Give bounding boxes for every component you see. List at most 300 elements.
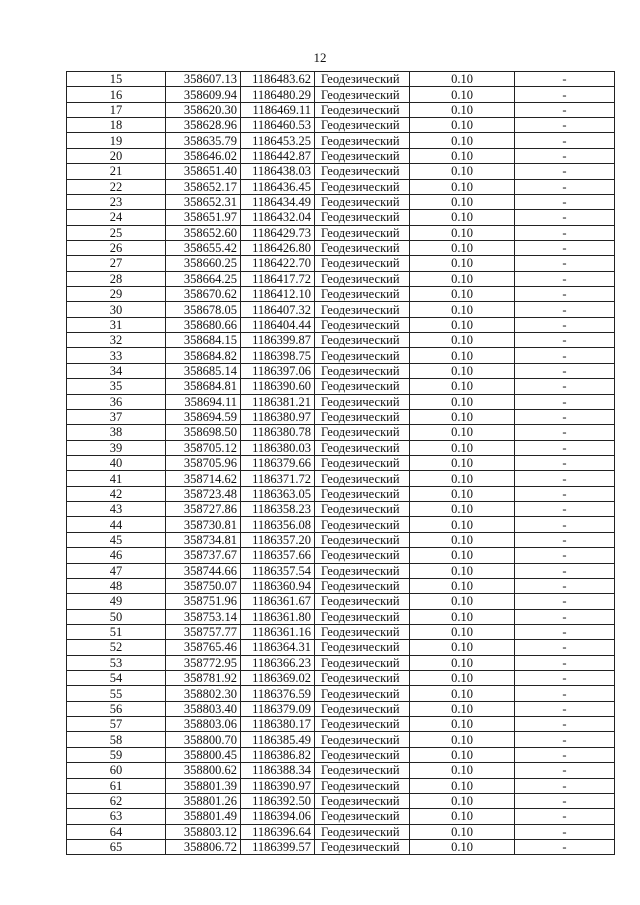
y-coordinate-cell: 1186483.62 — [241, 72, 315, 87]
accuracy-cell: 0.10 — [410, 594, 515, 609]
table-row — [67, 271, 615, 286]
x-coordinate-cell: 358781.92 — [166, 671, 241, 686]
y-coordinate-cell: 1186357.66 — [241, 548, 315, 563]
extra-cell: - — [515, 394, 615, 409]
extra-cell: - — [515, 240, 615, 255]
accuracy-cell: 0.10 — [410, 179, 515, 194]
extra-cell: - — [515, 271, 615, 286]
accuracy-cell: 0.10 — [410, 87, 515, 102]
table-row — [67, 102, 615, 117]
method-cell: Геодезический — [315, 824, 410, 839]
method-cell: Геодезический — [315, 655, 410, 670]
accuracy-cell: 0.10 — [410, 809, 515, 824]
accuracy-cell: 0.10 — [410, 732, 515, 747]
x-coordinate-cell: 358727.86 — [166, 502, 241, 517]
x-coordinate-cell: 358800.70 — [166, 732, 241, 747]
method-cell: Геодезический — [315, 686, 410, 701]
x-coordinate-cell: 358680.66 — [166, 317, 241, 332]
extra-cell: - — [515, 486, 615, 501]
y-coordinate-cell: 1186361.67 — [241, 594, 315, 609]
extra-cell: - — [515, 440, 615, 455]
point-number-cell: 19 — [67, 133, 166, 148]
accuracy-cell: 0.10 — [410, 333, 515, 348]
accuracy-cell: 0.10 — [410, 102, 515, 117]
y-coordinate-cell: 1186436.45 — [241, 179, 315, 194]
point-number-cell: 52 — [67, 640, 166, 655]
y-coordinate-cell: 1186390.60 — [241, 379, 315, 394]
x-coordinate-cell: 358684.15 — [166, 333, 241, 348]
extra-cell: - — [515, 317, 615, 332]
x-coordinate-cell: 358803.06 — [166, 717, 241, 732]
extra-cell: - — [515, 563, 615, 578]
y-coordinate-cell: 1186390.97 — [241, 778, 315, 793]
method-cell: Геодезический — [315, 640, 410, 655]
x-coordinate-cell: 358698.50 — [166, 425, 241, 440]
point-number-cell: 61 — [67, 778, 166, 793]
x-coordinate-cell: 358765.46 — [166, 640, 241, 655]
table-row — [67, 164, 615, 179]
accuracy-cell: 0.10 — [410, 363, 515, 378]
table-row — [67, 655, 615, 670]
point-number-cell: 22 — [67, 179, 166, 194]
accuracy-cell: 0.10 — [410, 425, 515, 440]
accuracy-cell: 0.10 — [410, 118, 515, 133]
extra-cell: - — [515, 594, 615, 609]
table-row — [67, 256, 615, 271]
point-number-cell: 35 — [67, 379, 166, 394]
y-coordinate-cell: 1186429.73 — [241, 225, 315, 240]
method-cell: Геодезический — [315, 517, 410, 532]
point-number-cell: 57 — [67, 717, 166, 732]
method-cell: Геодезический — [315, 440, 410, 455]
y-coordinate-cell: 1186388.34 — [241, 763, 315, 778]
extra-cell: - — [515, 148, 615, 163]
y-coordinate-cell: 1186356.08 — [241, 517, 315, 532]
accuracy-cell: 0.10 — [410, 271, 515, 286]
point-number-cell: 16 — [67, 87, 166, 102]
point-number-cell: 56 — [67, 701, 166, 716]
y-coordinate-cell: 1186469.11 — [241, 102, 315, 117]
extra-cell: - — [515, 809, 615, 824]
point-number-cell: 32 — [67, 333, 166, 348]
extra-cell: - — [515, 302, 615, 317]
x-coordinate-cell: 358801.39 — [166, 778, 241, 793]
accuracy-cell: 0.10 — [410, 578, 515, 593]
point-number-cell: 21 — [67, 164, 166, 179]
x-coordinate-cell: 358684.82 — [166, 348, 241, 363]
y-coordinate-cell: 1186361.80 — [241, 609, 315, 624]
table-row — [67, 793, 615, 808]
x-coordinate-cell: 358806.72 — [166, 839, 241, 854]
method-cell: Геодезический — [315, 87, 410, 102]
y-coordinate-cell: 1186385.49 — [241, 732, 315, 747]
accuracy-cell: 0.10 — [410, 440, 515, 455]
x-coordinate-cell: 358737.67 — [166, 548, 241, 563]
accuracy-cell: 0.10 — [410, 517, 515, 532]
point-number-cell: 59 — [67, 747, 166, 762]
table-row — [67, 701, 615, 716]
table-row — [67, 394, 615, 409]
accuracy-cell: 0.10 — [410, 133, 515, 148]
table-row — [67, 471, 615, 486]
method-cell: Геодезический — [315, 471, 410, 486]
accuracy-cell: 0.10 — [410, 317, 515, 332]
accuracy-cell: 0.10 — [410, 502, 515, 517]
extra-cell: - — [515, 164, 615, 179]
point-number-cell: 33 — [67, 348, 166, 363]
point-number-cell: 64 — [67, 824, 166, 839]
y-coordinate-cell: 1186366.23 — [241, 655, 315, 670]
point-number-cell: 42 — [67, 486, 166, 501]
method-cell: Геодезический — [315, 778, 410, 793]
table-row — [67, 133, 615, 148]
extra-cell: - — [515, 640, 615, 655]
y-coordinate-cell: 1186422.70 — [241, 256, 315, 271]
extra-cell: - — [515, 210, 615, 225]
method-cell: Геодезический — [315, 409, 410, 424]
y-coordinate-cell: 1186357.54 — [241, 563, 315, 578]
extra-cell: - — [515, 548, 615, 563]
method-cell: Геодезический — [315, 809, 410, 824]
table-row — [67, 809, 615, 824]
x-coordinate-cell: 358772.95 — [166, 655, 241, 670]
x-coordinate-cell: 358801.49 — [166, 809, 241, 824]
table-row — [67, 517, 615, 532]
extra-cell: - — [515, 225, 615, 240]
y-coordinate-cell: 1186371.72 — [241, 471, 315, 486]
method-cell: Геодезический — [315, 225, 410, 240]
y-coordinate-cell: 1186379.66 — [241, 455, 315, 470]
extra-cell: - — [515, 379, 615, 394]
method-cell: Геодезический — [315, 563, 410, 578]
x-coordinate-cell: 358801.26 — [166, 793, 241, 808]
table-row — [67, 778, 615, 793]
method-cell: Геодезический — [315, 732, 410, 747]
x-coordinate-cell: 358651.97 — [166, 210, 241, 225]
method-cell: Геодезический — [315, 102, 410, 117]
extra-cell: - — [515, 532, 615, 547]
method-cell: Геодезический — [315, 164, 410, 179]
extra-cell: - — [515, 609, 615, 624]
x-coordinate-cell: 358646.02 — [166, 148, 241, 163]
method-cell: Геодезический — [315, 333, 410, 348]
x-coordinate-cell: 358802.30 — [166, 686, 241, 701]
point-number-cell: 15 — [67, 72, 166, 87]
y-coordinate-cell: 1186360.94 — [241, 578, 315, 593]
y-coordinate-cell: 1186397.06 — [241, 363, 315, 378]
extra-cell: - — [515, 194, 615, 209]
x-coordinate-cell: 358664.25 — [166, 271, 241, 286]
extra-cell: - — [515, 655, 615, 670]
accuracy-cell: 0.10 — [410, 409, 515, 424]
extra-cell: - — [515, 363, 615, 378]
table-row — [67, 717, 615, 732]
x-coordinate-cell: 358670.62 — [166, 287, 241, 302]
method-cell: Геодезический — [315, 317, 410, 332]
point-number-cell: 44 — [67, 517, 166, 532]
coordinates-table — [66, 71, 615, 855]
table-row — [67, 548, 615, 563]
method-cell: Геодезический — [315, 348, 410, 363]
point-number-cell: 26 — [67, 240, 166, 255]
extra-cell: - — [515, 179, 615, 194]
point-number-cell: 43 — [67, 502, 166, 517]
point-number-cell: 62 — [67, 793, 166, 808]
accuracy-cell: 0.10 — [410, 240, 515, 255]
accuracy-cell: 0.10 — [410, 563, 515, 578]
y-coordinate-cell: 1186438.03 — [241, 164, 315, 179]
table-row — [67, 72, 615, 87]
method-cell: Геодезический — [315, 594, 410, 609]
extra-cell: - — [515, 425, 615, 440]
method-cell: Геодезический — [315, 379, 410, 394]
method-cell: Геодезический — [315, 609, 410, 624]
y-coordinate-cell: 1186460.53 — [241, 118, 315, 133]
table-row — [67, 624, 615, 639]
accuracy-cell: 0.10 — [410, 824, 515, 839]
coordinates-table-body — [67, 72, 615, 855]
accuracy-cell: 0.10 — [410, 548, 515, 563]
y-coordinate-cell: 1186432.04 — [241, 210, 315, 225]
table-row — [67, 210, 615, 225]
point-number-cell: 40 — [67, 455, 166, 470]
table-row — [67, 148, 615, 163]
x-coordinate-cell: 358607.13 — [166, 72, 241, 87]
x-coordinate-cell: 358694.11 — [166, 394, 241, 409]
accuracy-cell: 0.10 — [410, 624, 515, 639]
method-cell: Геодезический — [315, 72, 410, 87]
table-row — [67, 839, 615, 854]
x-coordinate-cell: 358730.81 — [166, 517, 241, 532]
point-number-cell: 54 — [67, 671, 166, 686]
method-cell: Геодезический — [315, 701, 410, 716]
x-coordinate-cell: 358678.05 — [166, 302, 241, 317]
accuracy-cell: 0.10 — [410, 671, 515, 686]
point-number-cell: 58 — [67, 732, 166, 747]
accuracy-cell: 0.10 — [410, 471, 515, 486]
method-cell: Геодезический — [315, 363, 410, 378]
point-number-cell: 63 — [67, 809, 166, 824]
accuracy-cell: 0.10 — [410, 148, 515, 163]
table-row — [67, 486, 615, 501]
accuracy-cell: 0.10 — [410, 225, 515, 240]
method-cell: Геодезический — [315, 271, 410, 286]
x-coordinate-cell: 358694.59 — [166, 409, 241, 424]
x-coordinate-cell: 358734.81 — [166, 532, 241, 547]
y-coordinate-cell: 1186417.72 — [241, 271, 315, 286]
point-number-cell: 49 — [67, 594, 166, 609]
y-coordinate-cell: 1186404.44 — [241, 317, 315, 332]
method-cell: Геодезический — [315, 455, 410, 470]
accuracy-cell: 0.10 — [410, 793, 515, 808]
y-coordinate-cell: 1186407.32 — [241, 302, 315, 317]
y-coordinate-cell: 1186426.80 — [241, 240, 315, 255]
x-coordinate-cell: 358753.14 — [166, 609, 241, 624]
table-row — [67, 563, 615, 578]
y-coordinate-cell: 1186361.16 — [241, 624, 315, 639]
y-coordinate-cell: 1186379.09 — [241, 701, 315, 716]
point-number-cell: 46 — [67, 548, 166, 563]
accuracy-cell: 0.10 — [410, 164, 515, 179]
extra-cell: - — [515, 102, 615, 117]
method-cell: Геодезический — [315, 256, 410, 271]
accuracy-cell: 0.10 — [410, 609, 515, 624]
y-coordinate-cell: 1186363.05 — [241, 486, 315, 501]
extra-cell: - — [515, 717, 615, 732]
x-coordinate-cell: 358803.12 — [166, 824, 241, 839]
table-row — [67, 409, 615, 424]
y-coordinate-cell: 1186434.49 — [241, 194, 315, 209]
x-coordinate-cell: 358609.94 — [166, 87, 241, 102]
extra-cell: - — [515, 409, 615, 424]
extra-cell: - — [515, 517, 615, 532]
x-coordinate-cell: 358705.96 — [166, 455, 241, 470]
accuracy-cell: 0.10 — [410, 655, 515, 670]
method-cell: Геодезический — [315, 179, 410, 194]
point-number-cell: 27 — [67, 256, 166, 271]
extra-cell: - — [515, 747, 615, 762]
method-cell: Геодезический — [315, 624, 410, 639]
method-cell: Геодезический — [315, 717, 410, 732]
table-row — [67, 502, 615, 517]
table-row — [67, 440, 615, 455]
extra-cell: - — [515, 701, 615, 716]
accuracy-cell: 0.10 — [410, 455, 515, 470]
method-cell: Геодезический — [315, 148, 410, 163]
table-row — [67, 287, 615, 302]
point-number-cell: 60 — [67, 763, 166, 778]
y-coordinate-cell: 1186453.25 — [241, 133, 315, 148]
accuracy-cell: 0.10 — [410, 72, 515, 87]
y-coordinate-cell: 1186380.78 — [241, 425, 315, 440]
method-cell: Геодезический — [315, 425, 410, 440]
point-number-cell: 18 — [67, 118, 166, 133]
point-number-cell: 17 — [67, 102, 166, 117]
point-number-cell: 28 — [67, 271, 166, 286]
point-number-cell: 24 — [67, 210, 166, 225]
accuracy-cell: 0.10 — [410, 701, 515, 716]
extra-cell: - — [515, 87, 615, 102]
point-number-cell: 65 — [67, 839, 166, 854]
point-number-cell: 47 — [67, 563, 166, 578]
table-row — [67, 87, 615, 102]
method-cell: Геодезический — [315, 532, 410, 547]
table-row — [67, 747, 615, 762]
accuracy-cell: 0.10 — [410, 394, 515, 409]
x-coordinate-cell: 358705.12 — [166, 440, 241, 455]
y-coordinate-cell: 1186392.50 — [241, 793, 315, 808]
method-cell: Геодезический — [315, 210, 410, 225]
extra-cell: - — [515, 763, 615, 778]
extra-cell: - — [515, 455, 615, 470]
x-coordinate-cell: 358751.96 — [166, 594, 241, 609]
table-row — [67, 379, 615, 394]
accuracy-cell: 0.10 — [410, 839, 515, 854]
extra-cell: - — [515, 778, 615, 793]
x-coordinate-cell: 358803.40 — [166, 701, 241, 716]
y-coordinate-cell: 1186376.59 — [241, 686, 315, 701]
x-coordinate-cell: 358685.14 — [166, 363, 241, 378]
y-coordinate-cell: 1186380.17 — [241, 717, 315, 732]
extra-cell: - — [515, 824, 615, 839]
accuracy-cell: 0.10 — [410, 379, 515, 394]
x-coordinate-cell: 358652.17 — [166, 179, 241, 194]
extra-cell: - — [515, 793, 615, 808]
point-number-cell: 36 — [67, 394, 166, 409]
method-cell: Геодезический — [315, 240, 410, 255]
method-cell: Геодезический — [315, 194, 410, 209]
x-coordinate-cell: 358757.77 — [166, 624, 241, 639]
y-coordinate-cell: 1186386.82 — [241, 747, 315, 762]
x-coordinate-cell: 358684.81 — [166, 379, 241, 394]
y-coordinate-cell: 1186442.87 — [241, 148, 315, 163]
point-number-cell: 31 — [67, 317, 166, 332]
method-cell: Геодезический — [315, 793, 410, 808]
x-coordinate-cell: 358660.25 — [166, 256, 241, 271]
accuracy-cell: 0.10 — [410, 348, 515, 363]
point-number-cell: 23 — [67, 194, 166, 209]
extra-cell: - — [515, 839, 615, 854]
method-cell: Геодезический — [315, 747, 410, 762]
extra-cell: - — [515, 287, 615, 302]
table-row — [67, 194, 615, 209]
y-coordinate-cell: 1186357.20 — [241, 532, 315, 547]
table-row — [67, 532, 615, 547]
point-number-cell: 38 — [67, 425, 166, 440]
extra-cell: - — [515, 502, 615, 517]
point-number-cell: 41 — [67, 471, 166, 486]
x-coordinate-cell: 358744.66 — [166, 563, 241, 578]
accuracy-cell: 0.10 — [410, 194, 515, 209]
method-cell: Геодезический — [315, 118, 410, 133]
accuracy-cell: 0.10 — [410, 717, 515, 732]
method-cell: Геодезический — [315, 133, 410, 148]
accuracy-cell: 0.10 — [410, 486, 515, 501]
x-coordinate-cell: 358655.42 — [166, 240, 241, 255]
x-coordinate-cell: 358628.96 — [166, 118, 241, 133]
x-coordinate-cell: 358620.30 — [166, 102, 241, 117]
table-row — [67, 732, 615, 747]
extra-cell: - — [515, 732, 615, 747]
method-cell: Геодезический — [315, 287, 410, 302]
y-coordinate-cell: 1186412.10 — [241, 287, 315, 302]
table-row — [67, 179, 615, 194]
page-number: 12 — [313, 50, 327, 65]
x-coordinate-cell: 358635.79 — [166, 133, 241, 148]
x-coordinate-cell: 358750.07 — [166, 578, 241, 593]
table-row — [67, 333, 615, 348]
point-number-cell: 30 — [67, 302, 166, 317]
accuracy-cell: 0.10 — [410, 763, 515, 778]
point-number-cell: 34 — [67, 363, 166, 378]
table-row — [67, 763, 615, 778]
y-coordinate-cell: 1186480.29 — [241, 87, 315, 102]
method-cell: Геодезический — [315, 302, 410, 317]
method-cell: Геодезический — [315, 394, 410, 409]
point-number-cell: 55 — [67, 686, 166, 701]
extra-cell: - — [515, 118, 615, 133]
table-row — [67, 118, 615, 133]
x-coordinate-cell: 358652.31 — [166, 194, 241, 209]
extra-cell: - — [515, 72, 615, 87]
point-number-cell: 45 — [67, 532, 166, 547]
extra-cell: - — [515, 671, 615, 686]
method-cell: Геодезический — [315, 578, 410, 593]
accuracy-cell: 0.10 — [410, 747, 515, 762]
y-coordinate-cell: 1186396.64 — [241, 824, 315, 839]
x-coordinate-cell: 358800.62 — [166, 763, 241, 778]
y-coordinate-cell: 1186399.57 — [241, 839, 315, 854]
